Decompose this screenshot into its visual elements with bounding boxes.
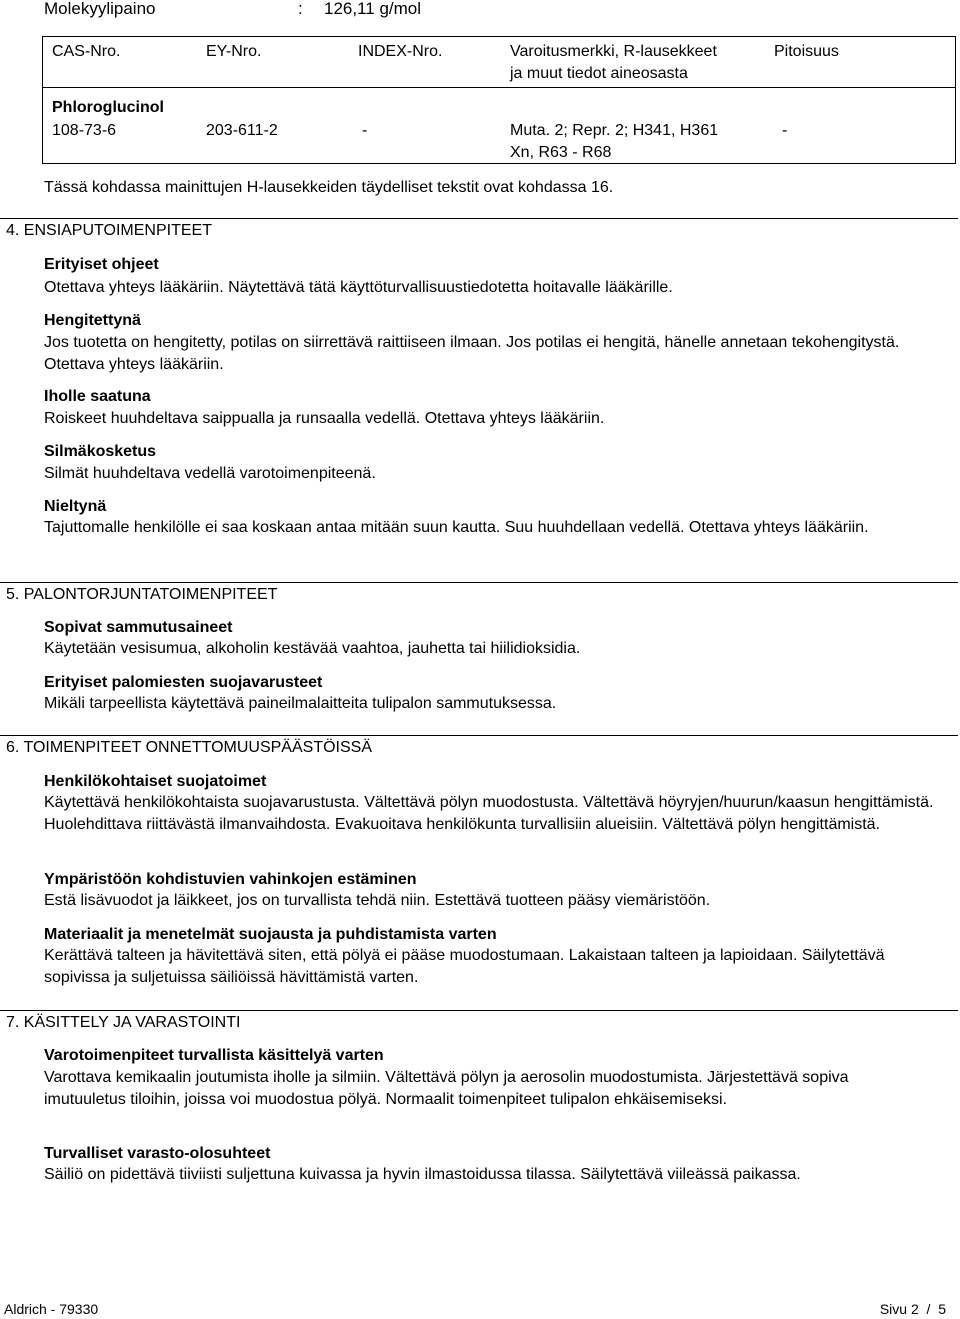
heading-firefighter-equipment: Erityiset palomiesten suojavarusteet: [44, 674, 323, 691]
text-firefighter-equipment: Mikäli tarpeellista käytettävä paineilmalaitteita tulipalon sammutuksessa.: [44, 695, 557, 712]
text-ingestion: Tajuttomalle henkilölle ei saa koskaan antaa mitään suun kautta. Suu huuhdellaan vedellä. Otettava yhteys lääkäriin.: [44, 519, 869, 536]
molecular-weight-label: Molekyylipaino: [44, 0, 156, 18]
header-cas: CAS-Nro.: [52, 43, 121, 60]
header-concentration: Pitoisuus: [774, 43, 839, 60]
cell-classification-line1: Muta. 2; Repr. 2; H341, H361: [510, 122, 719, 139]
table-divider: [43, 87, 955, 88]
text-environmental-precautions: Estä lisävuodot ja läikkeet, jos on turvallista tehdä niin. Estettävä tuotteen pääsy viemäristöön.: [44, 892, 711, 909]
section-title-accidental-release: 6. TOIMENPITEET ONNETTOMUUSPÄÄSTÖISSÄ: [6, 739, 372, 756]
heading-inhalation: Hengitettynä: [44, 312, 141, 329]
text-personal-precautions: Käytettävä henkilökohtaista suojavarustusta. Vältettävä pölyn muodostusta. Vältettävä höyryjen/huurun/kaasun hengittämistä. Huolehdittava riittävästä ilmanvaihdosta. Evakuoitava henkilökunta turvallisiin alueisiin. Vältettävä pölyn hengittämistä.: [44, 794, 934, 833]
text-eye-contact: Silmät huuhdeltava vedellä varotoimenpiteenä.: [44, 465, 376, 482]
footer-product-code: Aldrich - 79330: [4, 1301, 99, 1317]
heading-skin-contact: Iholle saatuna: [44, 388, 151, 405]
section-title-firefighting: 5. PALONTORJUNTATOIMENPITEET: [6, 586, 278, 603]
molecular-weight-value: 126,11 g/mol: [324, 0, 422, 18]
heading-eye-contact: Silmäkosketus: [44, 443, 157, 460]
table-footnote: Tässä kohdassa mainittujen H-lausekkeiden täydelliset tekstit ovat kohdassa 16.: [44, 179, 614, 196]
header-classification-line1: Varoitusmerkki, R-lausekkeet: [510, 43, 717, 60]
substance-name: Phloroglucinol: [52, 99, 164, 116]
text-skin-contact: Roiskeet huuhdeltava saippualla ja runsaalla vedellä. Otettava yhteys lääkäriin.: [44, 410, 605, 427]
section-divider: [0, 1010, 958, 1011]
cell-classification-line2: Xn, R63 - R68: [510, 144, 612, 161]
section-divider: [0, 735, 958, 736]
text-cleanup-methods: Kerättävä talteen ja hävitettävä siten, että pölyä ei pääse muodostumaan. Lakaistaan talteen ja lapioidaan. Säilytettävä sopivissa ja suljetuissa säiliöissä hävittämistä varten.: [44, 947, 885, 986]
text-general-advice: Otettava yhteys lääkäriin. Näytettävä tätä käyttöturvallisuustiedotetta hoitavalle lääkärille.: [44, 279, 673, 296]
cell-concentration: -: [782, 122, 788, 139]
section-divider: [0, 582, 958, 583]
header-ey: EY-Nro.: [206, 43, 262, 60]
header-index: INDEX-Nro.: [358, 43, 443, 60]
heading-safe-handling: Varotoimenpiteet turvallista käsittelyä varten: [44, 1047, 384, 1064]
footer-page-number: Sivu 2 / 5: [879, 1301, 946, 1317]
section-title-first-aid: 4. ENSIAPUTOIMENPITEET: [6, 222, 212, 239]
cell-index: -: [362, 122, 368, 139]
text-inhalation: Jos tuotetta on hengitetty, potilas on siirrettävä raittiiseen ilmaan. Jos potilas ei hengitä, hänelle annetaan tekohengitystä. Otettava yhteys lääkäriin.: [44, 334, 900, 373]
text-safe-handling: Varottava kemikaalin joutumista iholle ja silmiin. Vältettävä pölyn ja aerosolin muodostumista. Järjestettävä sopiva imutuuletus tiloihin, joissa voi muodostua pölyä. Normaalit toimenpiteet tulipalon ehkäisemiseksi.: [44, 1069, 849, 1108]
section-title-handling-storage: 7. KÄSITTELY JA VARASTOINTI: [6, 1014, 241, 1031]
section-divider: [0, 218, 958, 219]
header-classification-line2: ja muut tiedot aineosasta: [510, 65, 688, 82]
text-extinguishing-media: Käytetään vesisumua, alkoholin kestävää vaahtoa, jauhetta tai hiilidioksidia.: [44, 640, 581, 657]
cell-ey: 203-611-2: [206, 122, 278, 139]
cell-cas: 108-73-6: [52, 122, 117, 139]
text-safe-storage: Säiliö on pidettävä tiiviisti suljettuna kuivassa ja hyvin ilmastoidussa tilassa. Säilytettävä viileässä paikassa.: [44, 1166, 801, 1183]
heading-extinguishing-media: Sopivat sammutusaineet: [44, 619, 233, 636]
molecular-weight-separator: :: [298, 0, 303, 18]
heading-environmental-precautions: Ympäristöön kohdistuvien vahinkojen estäminen: [44, 871, 417, 888]
heading-ingestion: Nieltynä: [44, 498, 107, 515]
heading-cleanup-methods: Materiaalit ja menetelmät suojausta ja puhdistamista varten: [44, 926, 497, 943]
heading-safe-storage: Turvalliset varasto-olosuhteet: [44, 1145, 271, 1162]
heading-general-advice: Erityiset ohjeet: [44, 256, 159, 273]
heading-personal-precautions: Henkilökohtaiset suojatoimet: [44, 773, 267, 790]
